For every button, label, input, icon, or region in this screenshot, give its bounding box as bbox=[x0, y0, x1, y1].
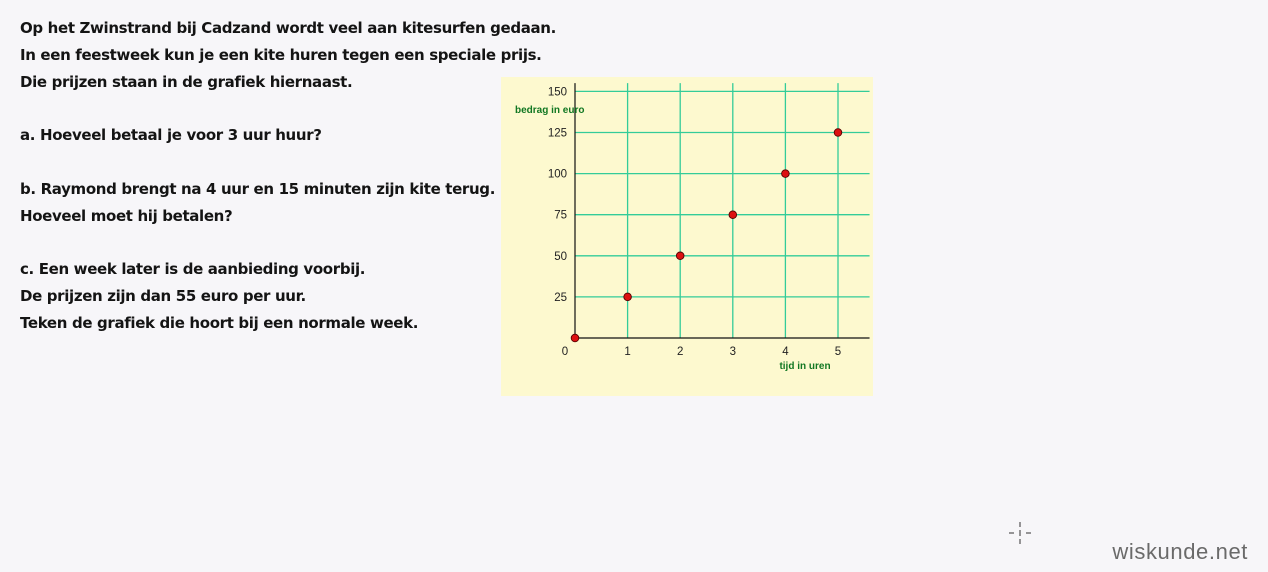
y-tick-label: 25 bbox=[554, 291, 567, 304]
chart-background bbox=[501, 77, 873, 396]
question-a bbox=[20, 122, 556, 149]
data-point bbox=[571, 334, 579, 342]
assignment-text bbox=[20, 15, 556, 337]
y-tick-label: 150 bbox=[547, 86, 567, 99]
intro-line: In een feestweek kun je een kite huren tegen een speciale prijs. bbox=[20, 45, 542, 64]
crosshair-cursor-icon bbox=[1009, 522, 1031, 544]
intro-line: Op het Zwinstrand bij Cadzand wordt veel aan kitesurfen gedaan. bbox=[20, 19, 556, 37]
question-b-line: b. Raymond brengt na 4 uur en 15 minuten zijn kite terug. bbox=[20, 179, 496, 198]
question-b bbox=[20, 176, 556, 230]
y-tick-label: 50 bbox=[554, 250, 567, 263]
x-axis-title: tijd in uren bbox=[779, 361, 831, 372]
price-chart-svg bbox=[501, 77, 873, 396]
y-tick-label: 125 bbox=[547, 127, 567, 140]
data-point bbox=[782, 170, 790, 178]
x-tick-label: 0 bbox=[561, 346, 569, 358]
y-axis-title: bedrag in euro bbox=[515, 105, 585, 116]
brand-logo: wiskunde.net bbox=[1112, 539, 1248, 564]
price-chart bbox=[501, 77, 873, 396]
question-c-line: c. Een week later is de aanbieding voorbij. bbox=[20, 260, 366, 279]
x-tick-label: 4 bbox=[782, 346, 789, 358]
x-tick-label: 3 bbox=[729, 346, 737, 358]
x-tick-label: 1 bbox=[624, 346, 631, 358]
data-point bbox=[624, 293, 632, 301]
data-point bbox=[729, 211, 737, 219]
x-tick-label: 2 bbox=[676, 346, 684, 358]
question-c-line: Teken de grafiek die hoort bij een normale week. bbox=[20, 313, 419, 332]
x-tick-label: 5 bbox=[834, 346, 842, 358]
intro-paragraph bbox=[20, 15, 556, 95]
question-b-line: Hoeveel moet hij betalen? bbox=[20, 206, 233, 225]
question-a-line: a. Hoeveel betaal je voor 3 uur huur? bbox=[20, 126, 322, 145]
question-c bbox=[20, 256, 556, 336]
intro-line: Die prijzen staan in de grafiek hiernaast. bbox=[20, 72, 353, 91]
y-tick-label: 100 bbox=[547, 168, 567, 181]
question-c-line: De prijzen zijn dan 55 euro per uur. bbox=[20, 286, 306, 305]
data-point bbox=[676, 252, 684, 260]
y-tick-label: 75 bbox=[554, 209, 567, 222]
data-point bbox=[834, 129, 842, 137]
